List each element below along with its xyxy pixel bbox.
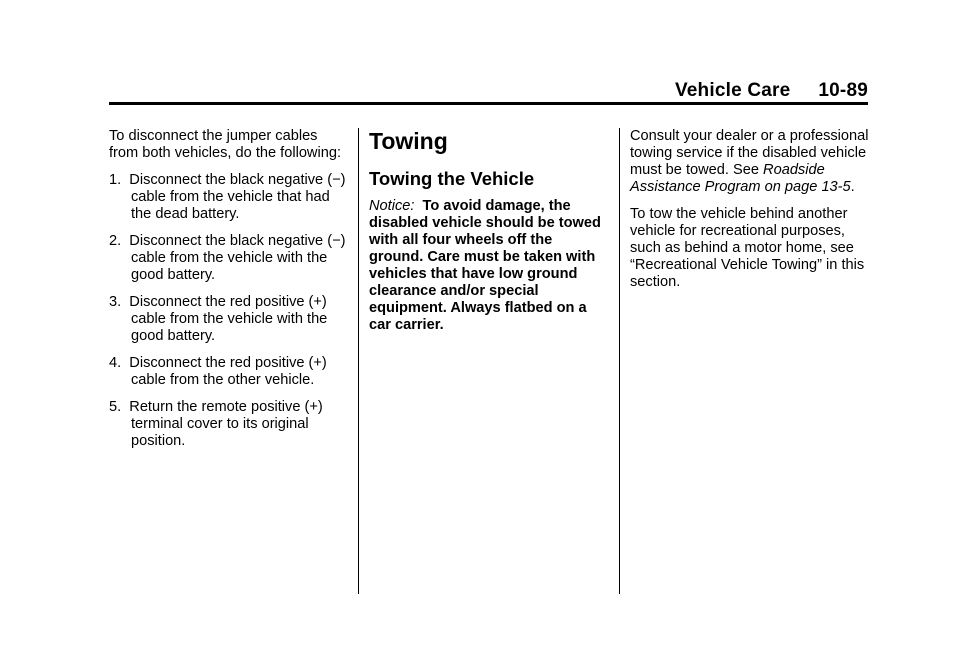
list-item <box>109 233 349 284</box>
list-item <box>109 172 349 223</box>
step-number: 5. <box>109 399 122 415</box>
column-left <box>109 128 349 460</box>
notice-text: To avoid damage, the disabled vehicle should be towed with all four wheels off the ground. Care must be taken with vehicles that have low ground clearance and/or special equipment. Always flatbed on a car carrier. <box>369 198 601 333</box>
page-number: 10-89 <box>818 80 868 101</box>
step-text: Return the remote positive (+) terminal cover to its original position. <box>129 399 323 449</box>
column-divider-right <box>619 128 620 594</box>
notice-label: Notice: <box>369 198 415 214</box>
step-text: Disconnect the black negative (−) cable from the vehicle that had the dead battery. <box>129 172 346 222</box>
subsection-heading: Towing the Vehicle <box>369 168 535 189</box>
step-number: 2. <box>109 233 122 249</box>
list-item <box>109 294 349 345</box>
list-item <box>109 399 349 450</box>
recreational-towing-paragraph: To tow the vehicle behind another vehicle for recreational purposes, such as behind a motor home, see “Recreational Vehicle Towing” in this section. <box>630 206 865 290</box>
dealer-paragraph: Consult your dealer or a professional towing service if the disabled vehicle must be towed. See Roadside Assistance Program on page 13-5. <box>630 128 869 195</box>
step-number: 1. <box>109 172 122 188</box>
column-middle <box>369 128 609 344</box>
column-divider-left <box>358 128 359 594</box>
step-text: Disconnect the black negative (−) cable from the vehicle with the good battery. <box>129 233 346 283</box>
step-number: 4. <box>109 355 122 371</box>
section-heading: Towing <box>369 128 448 154</box>
dealer-text: Consult your dealer or a professional towing service if the disabled vehicle must be towed. See <box>630 128 869 178</box>
column-right <box>630 128 870 301</box>
step-text: Disconnect the red positive (+) cable from the vehicle with the good battery. <box>129 294 328 344</box>
section-title: Vehicle Care <box>674 80 791 101</box>
page-header <box>675 80 868 102</box>
intro-text: To disconnect the jumper cables from both vehicles, do the following: <box>109 128 342 161</box>
cross-reference-link[interactable]: Roadside Assistance Program on page 13-5 <box>630 162 851 195</box>
step-number: 3. <box>109 294 122 310</box>
step-text: Disconnect the red positive (+) cable from the other vehicle. <box>129 355 327 388</box>
list-item <box>109 355 349 389</box>
notice-paragraph <box>369 198 609 334</box>
header-rule <box>109 102 868 105</box>
steps-list <box>109 172 349 450</box>
